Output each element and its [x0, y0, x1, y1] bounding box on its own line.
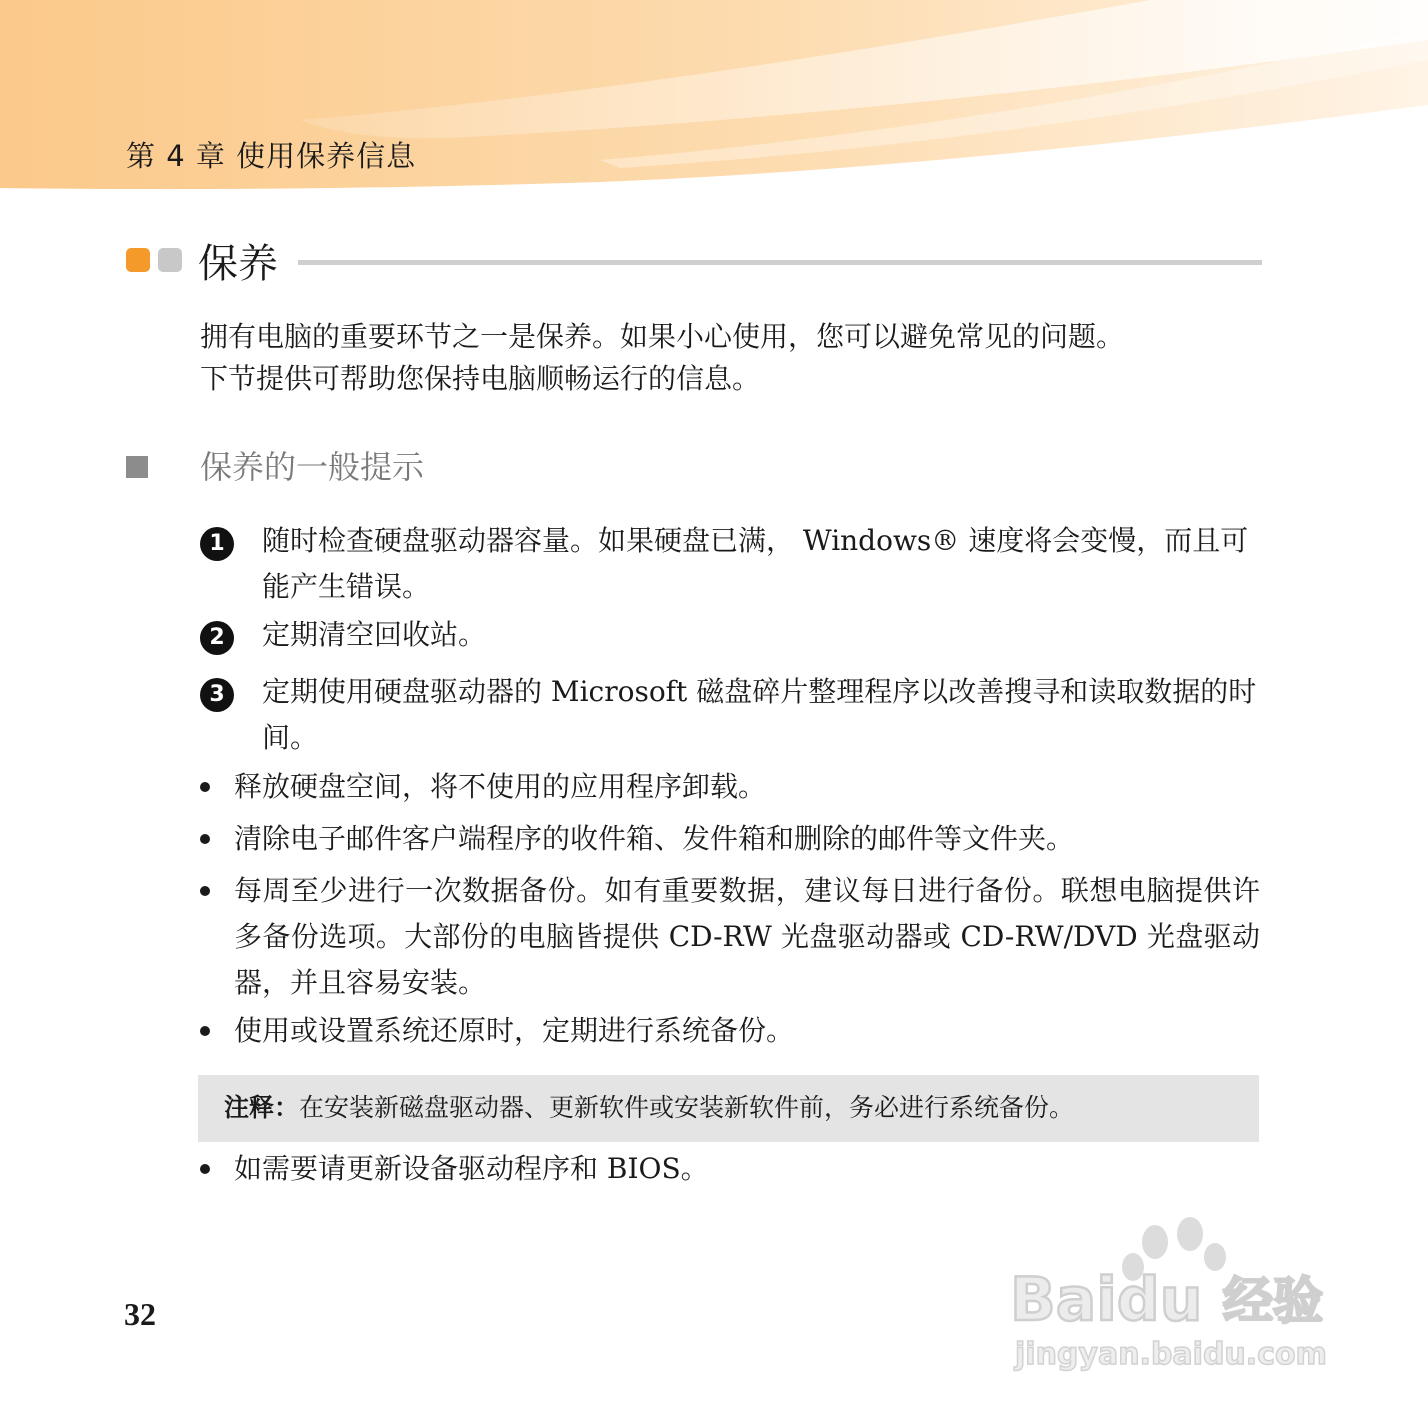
bullet-text: 每周至少进行一次数据备份。如有重要数据，建议每日进行备份。联想电脑提供许多备份选项。大部份的电脑皆提供 CD-RW 光盘驱动器或 CD-RW/DVD 光盘驱动器，并且容易安装。	[234, 874, 1260, 999]
section-title: 保养	[198, 241, 278, 287]
chapter-title: 第 4 章 使用保养信息	[126, 139, 417, 173]
watermark-url: jingyan.baidu.com	[1015, 1337, 1327, 1372]
subsection-title: 保养的一般提示	[200, 448, 425, 486]
bullet-item	[200, 816, 1260, 862]
note-box	[198, 1075, 1259, 1142]
number-2-icon: 2	[200, 621, 234, 655]
baidu-jingyan-watermark-logo	[1005, 1212, 1345, 1382]
intro-line-1: 拥有电脑的重要环节之一是保养。如果小心使用，您可以避免常见的问题。	[200, 320, 1125, 353]
watermark-brand: Baidu	[1010, 1265, 1203, 1335]
number-1-icon: 1	[200, 527, 234, 561]
intro-paragraph	[200, 316, 1260, 400]
bullet-dot-icon	[200, 834, 210, 844]
bullet-text: 使用或设置系统还原时，定期进行系统备份。	[234, 1014, 795, 1047]
bullet-text: 清除电子邮件客户端程序的收件箱、发件箱和删除的邮件等文件夹。	[234, 822, 1075, 855]
bullet-item	[200, 764, 1260, 810]
note-text: 在安装新磁盘驱动器、更新软件或安装新软件前，务必进行系统备份。	[299, 1093, 1075, 1122]
bullet-item	[200, 1146, 1260, 1192]
page-number: 32	[124, 1296, 156, 1332]
square-bullet-icon	[126, 456, 148, 478]
bullet-text: 释放硬盘空间，将不使用的应用程序卸载。	[234, 770, 767, 803]
note-content	[224, 1091, 1074, 1125]
numbered-item-text: 定期使用硬盘驱动器的 Microsoft 磁盘碎片整理程序以改善搜寻和读取数据的时间。	[262, 675, 1257, 754]
numbered-item	[200, 518, 1260, 610]
bullet-dot-icon	[200, 886, 210, 896]
section-heading	[126, 230, 1262, 290]
bullet-text: 如需要请更新设备驱动程序和 BIOS。	[234, 1152, 709, 1185]
numbered-item	[200, 612, 1260, 658]
bullet-dot-icon	[200, 782, 210, 792]
numbered-item-text: 定期清空回收站。	[262, 618, 487, 651]
section-marker-gray-square	[158, 248, 182, 272]
section-marker-orange-square	[126, 248, 150, 272]
section-divider	[298, 260, 1262, 265]
bullet-item	[200, 1008, 1260, 1054]
bullet-item	[200, 868, 1260, 1006]
intro-line-2: 下节提供可帮助您保持电脑顺畅运行的信息。	[200, 362, 761, 395]
bullet-dot-icon	[200, 1026, 210, 1036]
number-3-icon: 3	[200, 678, 234, 712]
watermark-suffix: 经验	[1223, 1272, 1323, 1330]
note-label: 注释：	[224, 1093, 300, 1122]
numbered-item-text: 随时检查硬盘驱动器容量。如果硬盘已满， Windows® 速度将会变慢，而且可能产生错误。	[262, 524, 1249, 603]
numbered-item	[200, 669, 1260, 761]
bullet-dot-icon	[200, 1164, 210, 1174]
